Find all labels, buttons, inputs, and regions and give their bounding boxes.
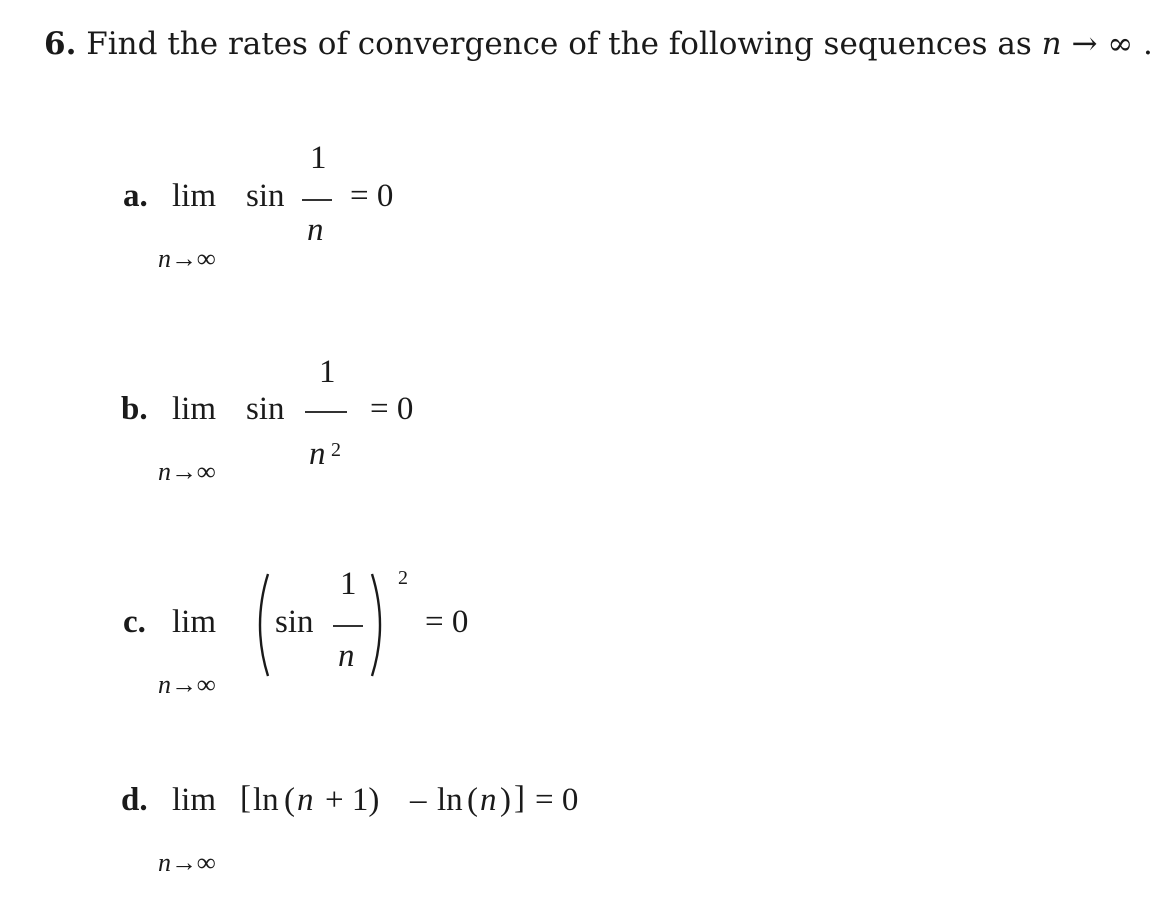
item-d-ln2: ln: [437, 782, 463, 818]
item-b-numerator: 1: [319, 354, 336, 390]
item-b-func: sin: [246, 391, 285, 427]
item-c-subscript: n→∞: [158, 670, 216, 699]
header-variable: n: [1041, 26, 1062, 62]
problem-number: 6.: [44, 26, 77, 62]
item-b-denominator: n: [309, 436, 326, 472]
item-d-subscript: n→∞: [158, 848, 216, 877]
item-d-open2: (: [467, 782, 478, 818]
item-c-numerator: 1: [340, 566, 357, 602]
item-d-label: d.: [121, 782, 148, 818]
item-b-label: b.: [121, 391, 148, 427]
header-arrow: →: [1071, 26, 1098, 62]
item-b-lim: lim: [172, 391, 217, 427]
item-c-func: sin: [275, 604, 314, 640]
item-a-func: sin: [246, 178, 285, 214]
item-c-left-paren: [250, 570, 272, 680]
item-c-label: c.: [123, 604, 146, 640]
item-a-denominator: n: [307, 212, 324, 248]
item-d-close-bracket: ]: [514, 780, 525, 816]
item-b-fraction-bar: [305, 411, 347, 413]
item-d-var1: n: [297, 782, 314, 818]
item-a-numerator: 1: [310, 140, 327, 176]
item-c-fraction-bar: [333, 625, 363, 627]
item-a-fraction-bar: [302, 199, 332, 201]
item-d-open1: (: [284, 782, 295, 818]
item-b-result: = 0: [370, 391, 414, 427]
problem-header: [44, 26, 1153, 62]
header-period: .: [1143, 26, 1153, 62]
item-c-lim: lim: [172, 604, 217, 640]
item-d-open-bracket: [: [240, 780, 251, 816]
item-c-denominator: n: [338, 638, 355, 674]
item-a-label: a.: [123, 178, 148, 214]
item-d-lim: lim: [172, 782, 217, 818]
item-b-subscript: n→∞: [158, 457, 216, 486]
item-d-close2: ): [500, 782, 511, 818]
item-d-result: = 0: [535, 782, 579, 818]
item-a-result: = 0: [350, 178, 394, 214]
item-a-subscript: n→∞: [158, 244, 216, 273]
item-c-right-paren: [368, 570, 390, 680]
item-c-outer-exponent: 2: [398, 567, 408, 589]
item-d-plus-one: + 1): [325, 782, 380, 818]
header-infinity: ∞: [1107, 26, 1134, 62]
item-b-exponent: 2: [331, 439, 341, 461]
item-d-minus: –: [410, 782, 427, 818]
item-c-result: = 0: [425, 604, 469, 640]
problem-text: Find the rates of convergence of the following sequences as: [86, 26, 1032, 62]
item-d-var2: n: [480, 782, 497, 818]
item-d-ln1: ln: [253, 782, 279, 818]
item-a-lim: lim: [172, 178, 217, 214]
